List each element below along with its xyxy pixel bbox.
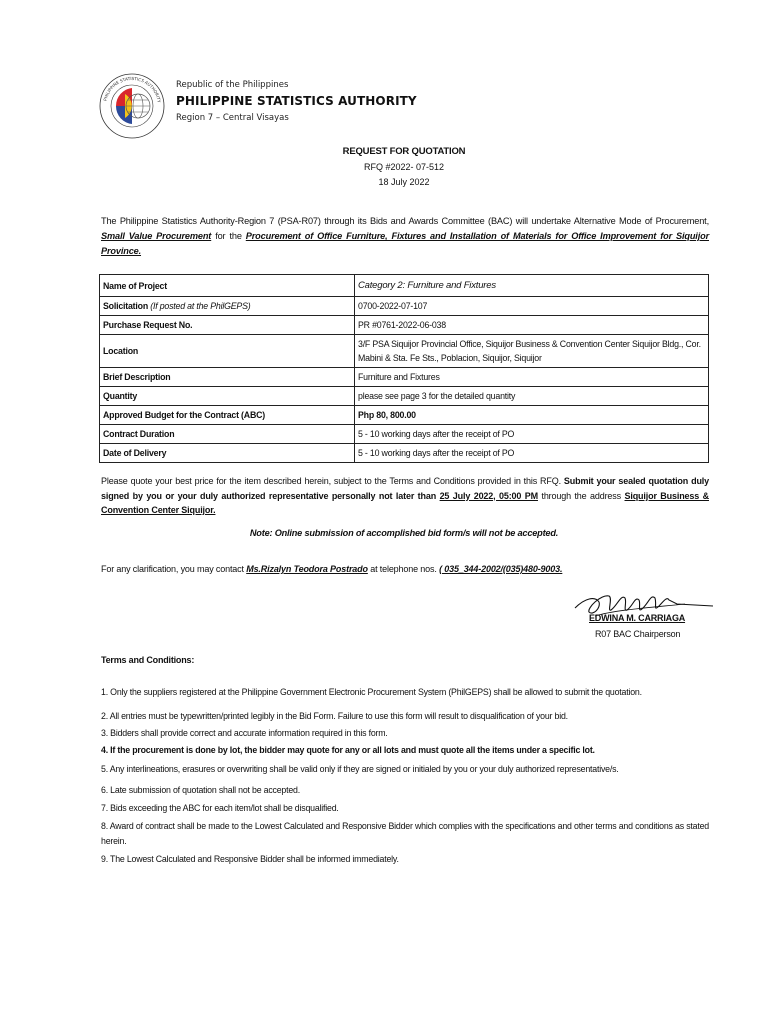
row-value: 5 - 10 working days after the receipt of PO [358, 429, 515, 439]
signatory-name: EDWINA M. CARRIAGA [589, 613, 686, 623]
table-row [100, 335, 709, 368]
psa-seal-logo [98, 72, 166, 140]
term-item: 4. If the procurement is done by lot, the bidder may quote for any or all lots and must quote all the items under a specific lot. [101, 745, 595, 755]
row-value: PR #0761-2022-06-038 [358, 320, 446, 330]
region-label: Region 7 – Central Visayas [176, 113, 289, 123]
row-label: Location [103, 346, 139, 356]
term-item: 3. Bidders shall provide correct and accurate information required in this form. [101, 728, 388, 738]
term-item: 7. Bids exceeding the ABC for each item/lot shall be disqualified. [101, 803, 339, 813]
row-label: Purchase Request No. [103, 320, 193, 330]
contact-phone: ( 035_344-2002/(035)480-9003. [439, 564, 563, 574]
row-label: Quantity [103, 391, 138, 401]
table-row [100, 406, 709, 425]
row-value: Category 2: Furniture and Fixtures [358, 280, 496, 291]
table-row [100, 297, 709, 316]
intro-connector: for the [211, 231, 246, 241]
term-item: 6. Late submission of quotation shall not be accepted. [101, 785, 300, 795]
table-row [100, 368, 709, 387]
rfq-number: RFQ #2022- 07-512 [363, 162, 445, 172]
document-date: 18 July 2022 [378, 177, 430, 187]
submission-deadline: 25 July 2022, 05:00 PM [439, 490, 538, 501]
row-label: Solicitation [103, 301, 151, 311]
quotation-instructions [101, 474, 709, 518]
row-label: Name of Project [103, 280, 167, 291]
logo-arc-text: PHILIPPINE STATISTICS AUTHORITY [102, 75, 162, 103]
online-submission-note: Note: Online submission of accomplished bid form/s will not be accepted. [249, 528, 559, 538]
row-value: 5 - 10 working days after the receipt of PO [358, 448, 515, 458]
contact-person: Ms.Rizalyn Teodora Postrado [246, 564, 368, 574]
term-item: 1. Only the suppliers registered at the Philippine Government Electronic Procurement System (PhilGEPS) shall be allowed to submit the quotation. [101, 687, 642, 697]
term-item: 2. All entries must be typewritten/printed legibly in the Bid Form. Failure to use this form will result to disqualification of your bid. [101, 711, 568, 721]
row-label: Contract Duration [103, 429, 175, 439]
agency-name: PHILIPPINE STATISTICS AUTHORITY [176, 94, 417, 108]
table-row [100, 316, 709, 335]
signatory-title: R07 BAC Chairperson [595, 629, 681, 639]
document-title: REQUEST FOR QUOTATION [342, 146, 466, 157]
row-value: Php 80, 800.00 [358, 410, 416, 420]
procurement-subject: Procurement of Office Furniture, Fixtures and Installation of Materials for Office Improvement for Siquijor Province. [101, 231, 709, 256]
procurement-mode: Small Value Procurement [101, 231, 212, 241]
term-item: 8. Award of contract shall be made to the Lowest Calculated and Responsive Bidder which complies with the specifications and other terms and conditions as stated herein. [101, 821, 709, 846]
table-row [100, 387, 709, 406]
quote-text: Please quote your best price for the item described herein, subject to the Terms and Conditions provided in this RFQ. [101, 476, 564, 486]
row-value: 3/F PSA Siquijor Provincial Office, Siquijor Business & Convention Center Siquijor Bldg., Cor. Mabini & Sta. Fe Sts., Poblacion, Siquijor, Siquijor [358, 339, 701, 363]
table-row [100, 444, 709, 463]
terms-heading: Terms and Conditions: [101, 655, 195, 665]
row-label: Approved Budget for the Contract (ABC) [103, 410, 265, 420]
row-label: Date of Delivery [103, 448, 167, 458]
term-item: 5. Any interlineations, erasures or overwriting shall be valid only if they are signed or initialed by you or your duly authorized representative/s. [101, 764, 619, 774]
table-row [100, 275, 709, 297]
row-value: 0700-2022-07-107 [358, 301, 428, 311]
clarification-line [101, 564, 709, 574]
submission-address: Siquijor Business & Convention Center Siquijor. [101, 490, 709, 515]
letterhead [176, 80, 417, 123]
republic-label: Republic of the Philippines [176, 80, 289, 90]
project-info-table [99, 274, 709, 463]
table-row [100, 425, 709, 444]
row-label-note: (If posted at the PhilGEPS) [150, 301, 251, 311]
clar-phone-lead: at telephone nos. [367, 564, 440, 574]
clar-text: For any clarification, you may contact [101, 564, 247, 574]
intro-text: The Philippine Statistics Authority-Region 7 (PSA-R07) through its Bids and Awards Committee (BAC) will undertake Alternative Mode of Procurement, [101, 216, 709, 226]
row-label: Brief Description [103, 372, 171, 382]
quote-submit-text: Submit your sealed quotation duly signed by you or your duly authorized representative personally not later than [101, 476, 709, 501]
title-block [0, 146, 770, 187]
quote-address-lead: through the address [537, 490, 625, 501]
row-value: Furniture and Fixtures [358, 372, 440, 382]
row-value: please see page 3 for the detailed quantity [358, 391, 516, 401]
term-item: 9. The Lowest Calculated and Responsive Bidder shall be informed immediately. [101, 854, 399, 864]
intro-paragraph [101, 214, 709, 259]
